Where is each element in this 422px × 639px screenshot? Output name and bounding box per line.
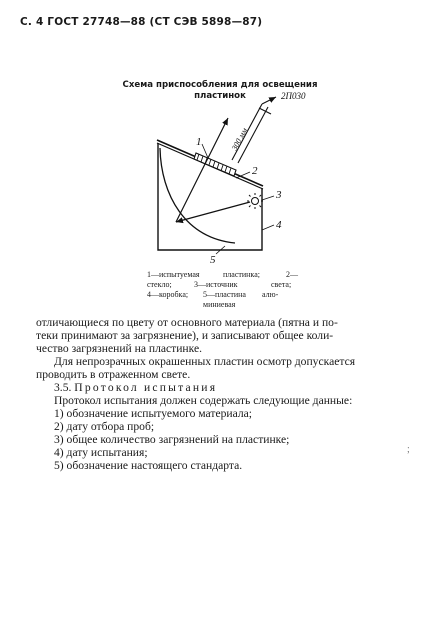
callout-3: 3 (276, 189, 282, 201)
page-header: С. 4 ГОСТ 27748—88 (СТ СЭВ 5898—87) (20, 16, 263, 28)
legend-item-3: 3—источник (194, 280, 238, 289)
list-item: 4) дату испытания; (54, 446, 148, 459)
legend-item-2-num: 2— (286, 270, 298, 279)
paragraph-3: Протокол испытания должен содержать следующие данные: (54, 394, 353, 407)
stray-mark: ; (407, 444, 410, 455)
list-item: 2) дату отбора проб; (54, 420, 155, 433)
paragraph-2-line-2: проводить в отраженном свете. (36, 368, 191, 381)
legend-item-1-cont: пластинка; (223, 270, 260, 279)
paragraph-1-line-3: чество загрязнений на пластинке. (36, 342, 203, 355)
aluminum-plate (160, 148, 235, 243)
figure-title-line-2: пластинок (194, 91, 246, 101)
list-item: 3) общее количество загрязнений на пластинке; (54, 433, 290, 446)
section-heading (54, 381, 414, 394)
figure-title-line-1: Схема приспособления для освещения (122, 80, 318, 90)
distance-label: 300 мм (229, 126, 250, 152)
legend-item-5-cont: алю- (262, 290, 279, 299)
callout-2: 2 (252, 165, 258, 177)
callout-4: 4 (276, 219, 282, 231)
callout-5: 5 (210, 254, 216, 266)
paragraph-2-line-1: Для непрозрачных окрашенных пластин осмотр допускается (54, 355, 356, 368)
paragraph-1-line-2: теки принимают за загрязнение), и записывают общее коли- (36, 329, 334, 342)
paragraph-1-line-1: отличающиеся по цвету от основного материала (пятна и по- (36, 316, 338, 329)
light-source-icon (247, 193, 263, 209)
legend-item-5-end: миниевая (203, 300, 236, 309)
section-title: Протокол испытания (74, 381, 218, 394)
callout-1: 1 (196, 136, 202, 148)
legend-item-3-cont: света; (271, 280, 292, 289)
legend-item-1: 1—испытуемая (147, 270, 200, 279)
legend-item-2: стекло; (147, 280, 172, 289)
list-item: 5) обозначение настоящего стандарта. (54, 459, 243, 472)
source-label: 2П030 (281, 91, 306, 101)
section-number: 3.5. (54, 381, 72, 394)
incident-ray (176, 202, 250, 222)
legend-item-4: 4—коробка; (147, 290, 189, 299)
legend-item-5: 5—пластина (203, 290, 246, 299)
list-item: 1) обозначение испытуемого материала; (54, 407, 253, 420)
